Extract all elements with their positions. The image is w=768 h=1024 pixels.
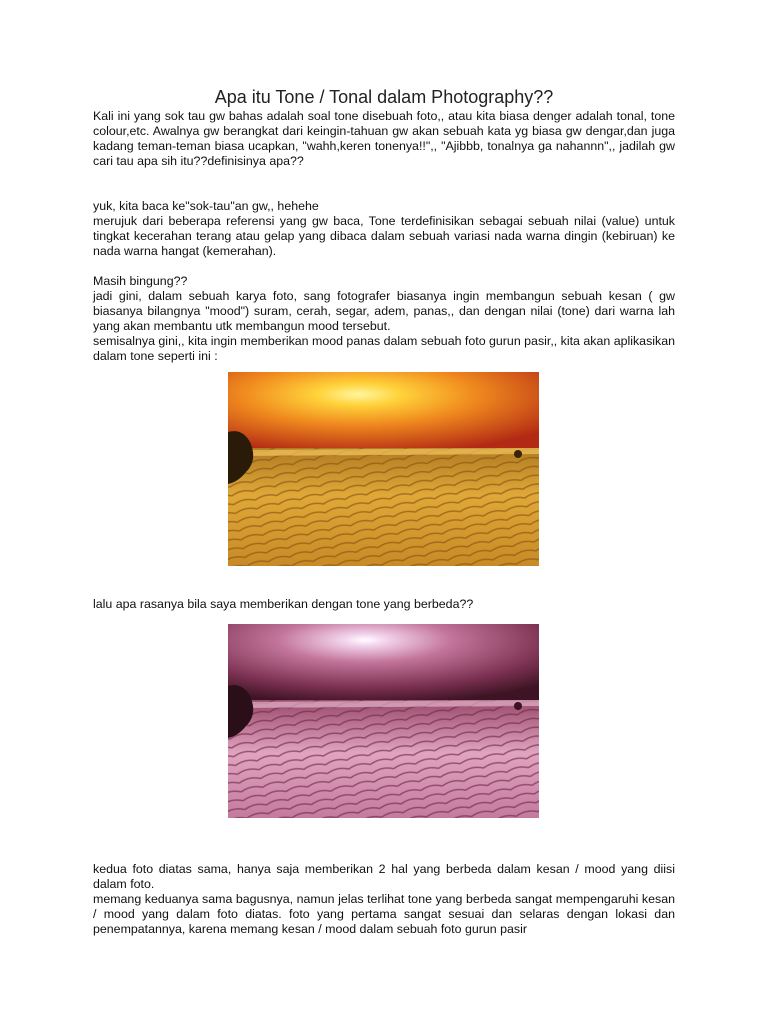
middle-section xyxy=(93,597,675,612)
page-title: Apa itu Tone / Tonal dalam Photography?? xyxy=(214,87,554,107)
paragraph: jadi gini, dalam sebuah karya foto, sang fotografer biasanya ingin membangun sebuah kesan ( gw biasanya bilangnya "mood") suram, cerah, segar, adem, panas,, dan dengan nilai (tone) dari warna lah yang akan membantu utk membangun mood tersebut. xyxy=(93,289,675,333)
intro-section xyxy=(93,109,675,364)
paragraph: lalu apa rasanya bila saya memberikan dengan tone yang berbeda?? xyxy=(93,597,474,611)
desert-photo-warm-tone xyxy=(228,372,539,566)
paragraph: merujuk dari beberapa referensi yang gw baca, Tone terdefinisikan sebagai sebuah nilai (value) untuk tingkat kecerahan terang atau gelap yang dibaca dalam sebuah variasi nada warna dingin (kebiruan) ke nada warna hangat (kemerahan). xyxy=(93,214,675,258)
paragraph: Masih bingung?? xyxy=(93,274,188,288)
paragraph: memang keduanya sama bagusnya, namun jelas terlihat tone yang berbeda sangat mempengaruhi kesan / mood yang dalam foto diatas. foto yang pertama sangat sesuai dan selaras dengan lokasi dan penempatannya, karena memang kesan / mood dalam sebuah foto gurun pasir xyxy=(93,892,675,936)
conclusion-section xyxy=(93,862,675,937)
paragraph: kedua foto diatas sama, hanya saja memberikan 2 hal yang berbeda dalam kesan / mood yang diisi dalam foto. xyxy=(93,862,675,891)
desert-photo-pink-tone xyxy=(228,624,539,818)
paragraph: semisalnya gini,, kita ingin memberikan mood panas dalam sebuah foto gurun pasir,, kita akan aplikasikan dalam tone seperti ini : xyxy=(93,334,675,363)
paragraph: Kali ini yang sok tau gw bahas adalah soal tone disebuah foto,, atau kita biasa denger adalah tonal, tone colour,etc. Awalnya gw berangkat dari keingin-tahuan gw akan sebuah kata yg biasa gw dengar,dan juga kadang teman-teman biasa ucapkan, "wahh,keren tonenya!!",, "Ajibbb, tonalnya ga nahannn",, jadilah gw cari tau apa sih itu??definisinya apa?? xyxy=(93,109,675,168)
paragraph: yuk, kita baca ke"sok-tau"an gw,, hehehe xyxy=(93,199,319,213)
